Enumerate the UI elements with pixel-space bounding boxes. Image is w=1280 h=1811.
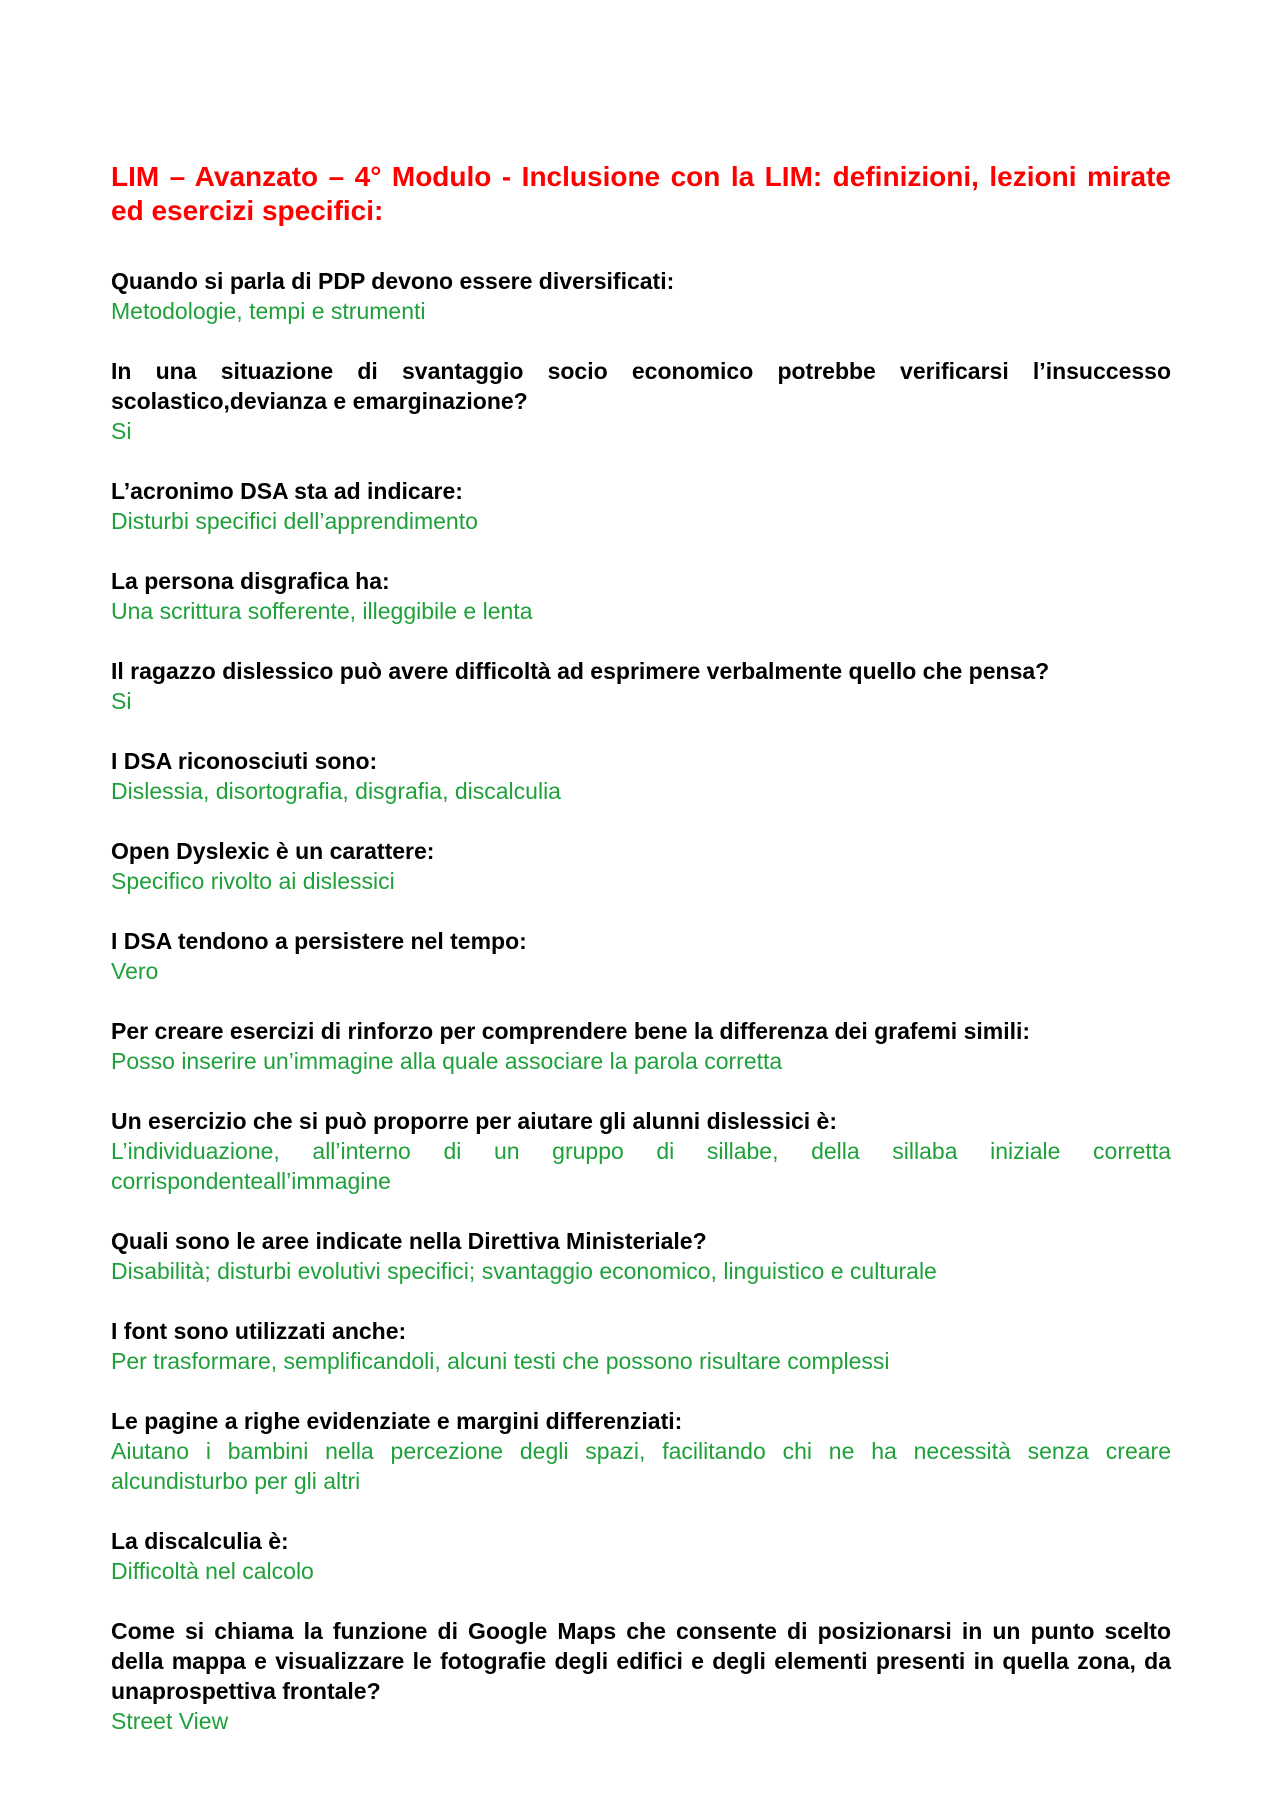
question: I DSA riconosciuti sono: [111,748,378,774]
qa-item [111,656,1171,716]
question: In una situazione di svantaggio socio economico potrebbe verificarsi l’insuccesso scolastico,devianza e emarginazione? [111,358,1171,414]
qa-item [111,1016,1171,1076]
answer: Una scrittura sofferente, illeggibile e lenta [111,598,533,624]
question: Per creare esercizi di rinforzo per comprendere bene la differenza dei grafemi simili: [111,1018,1031,1044]
answer: Dislessia, disortografia, disgrafia, discalculia [111,778,561,804]
qa-item [111,1526,1171,1586]
question: La persona disgrafica ha: [111,568,390,594]
question: Un esercizio che si può proporre per aiutare gli alunni dislessici è: [111,1108,837,1134]
answer: Si [111,418,132,444]
qa-item [111,266,1171,326]
qa-item [111,746,1171,806]
question: La discalculia è: [111,1528,289,1554]
answer: Disabilità; disturbi evolutivi specifici; svantaggio economico, linguistico e culturale [111,1258,937,1284]
qa-item [111,836,1171,896]
answer: Street View [111,1708,229,1734]
answer: Posso inserire un’immagine alla quale associare la parola corretta [111,1048,783,1074]
answer: L’individuazione, all’interno di un gruppo di sillabe, della sillaba iniziale corretta corrispondenteall’immagine [111,1138,1171,1194]
qa-item [111,926,1171,986]
question: Open Dyslexic è un carattere: [111,838,435,864]
answer: Si [111,688,132,714]
answer: Specifico rivolto ai dislessici [111,868,395,894]
question: Come si chiama la funzione di Google Maps che consente di posizionarsi in un punto scelto della mappa e visualizzare le fotografie degli edifici e degli elementi presenti in quella zona, da unaprospettiva frontale? [111,1618,1171,1704]
qa-item [111,566,1171,626]
question: I DSA tendono a persistere nel tempo: [111,928,527,954]
document-page [111,160,1171,1766]
question: L’acronimo DSA sta ad indicare: [111,478,463,504]
answer: Difficoltà nel calcolo [111,1558,314,1584]
question: Quali sono le aree indicate nella Direttiva Ministeriale? [111,1228,707,1254]
qa-item [111,356,1171,446]
answer: Per trasformare, semplificandoli, alcuni testi che possono risultare complessi [111,1348,890,1374]
qa-item [111,1406,1171,1496]
answer: Disturbi specifici dell’apprendimento [111,508,478,534]
question: Quando si parla di PDP devono essere diversificati: [111,268,675,294]
document-title: LIM – Avanzato – 4° Modulo - Inclusione con la LIM: definizioni, lezioni mirate ed esercizi specifici: [111,161,1171,226]
question: Il ragazzo dislessico può avere difficoltà ad esprimere verbalmente quello che pensa? [111,658,1050,684]
qa-item [111,1616,1171,1736]
qa-item [111,476,1171,536]
answer: Metodologie, tempi e strumenti [111,298,426,324]
answer: Vero [111,958,159,984]
question: I font sono utilizzati anche: [111,1318,407,1344]
answer: Aiutano i bambini nella percezione degli spazi, facilitando chi ne ha necessità senza creare alcundisturbo per gli altri [111,1438,1171,1494]
qa-item [111,1226,1171,1286]
qa-item [111,1316,1171,1376]
qa-item [111,1106,1171,1196]
question: Le pagine a righe evidenziate e margini differenziati: [111,1408,683,1434]
